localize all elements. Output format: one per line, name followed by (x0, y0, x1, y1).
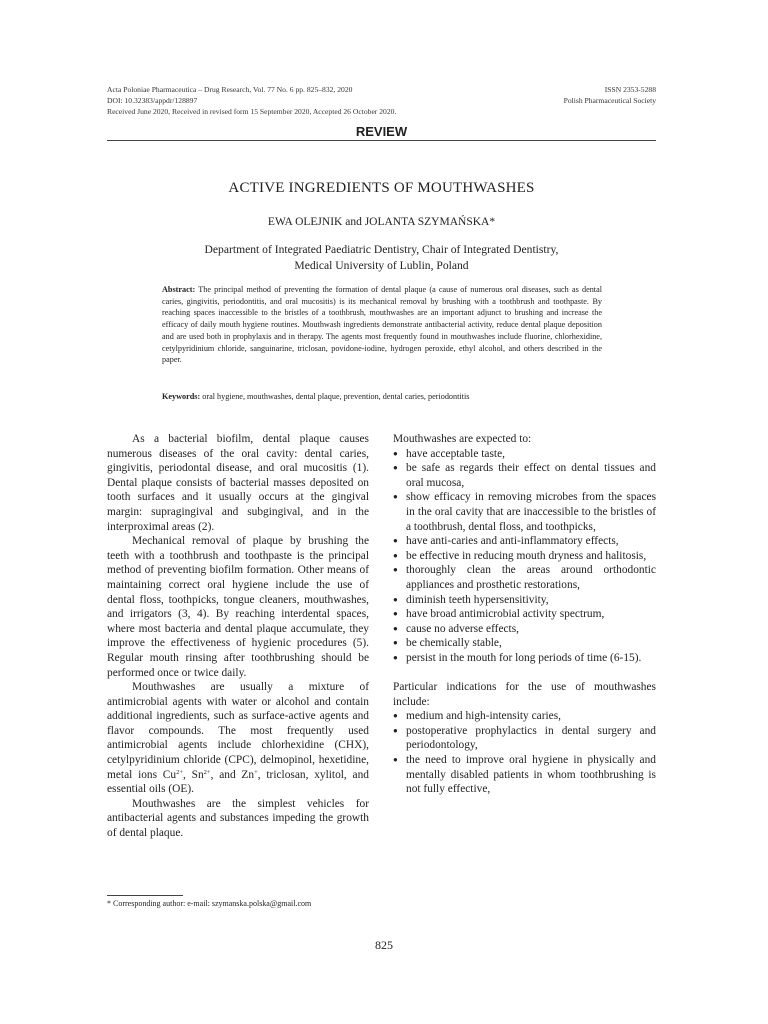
list-item: ● persist in the mouth for long periods of time (6-15). (393, 651, 656, 666)
list-item: ● diminish teeth hypersensitivity, (393, 593, 656, 608)
page-number: 825 (375, 938, 393, 952)
list-item: ● have broad antimicrobial activity spectrum, (393, 607, 656, 622)
authors: EWA OLEJNIK and JOLANTA SZYMAŃSKA* (267, 216, 496, 228)
journal-info (107, 84, 396, 117)
section-label: REVIEW (355, 124, 408, 139)
superscript: + (254, 768, 258, 776)
affiliation (107, 242, 656, 274)
affiliation-line-1: Department of Integrated Paediatric Dentistry, Chair of Integrated Dentistry, (204, 243, 559, 256)
abstract-label: Abstract: (162, 285, 196, 294)
list-intro: Particular indications for the use of mouthwashes include: (393, 681, 656, 708)
requirements-list (393, 447, 656, 666)
body-column-left (107, 432, 369, 841)
list-item: ● have anti-caries and anti-inflammatory effects, (393, 534, 656, 549)
list-item: ● be chemically stable, (393, 636, 656, 651)
list-item: ● have acceptable taste, (393, 447, 656, 462)
body-column-right (393, 432, 656, 797)
list-item: ● be effective in reducing mouth dryness and halitosis, (393, 549, 656, 564)
text-run: Mouthwashes are usually a mixture of antimicrobial agents with water or alcohol and contain additional ingredients, such as surface-active agents and flavor compounds. The most frequently used antimicrobial agents include chlorhexidine (CHX), cetylpyridinium chloride (CPC), delmopinol, hexetidine, metal ions Cu (107, 681, 369, 781)
article-title: ACTIVE INGREDIENTS OF MOUTHWASHES (228, 180, 535, 196)
footnote-divider (107, 895, 183, 896)
paragraph (107, 680, 369, 797)
indications-list (393, 709, 656, 797)
publisher-info (564, 84, 656, 106)
affiliation-line-2: Medical University of Lublin, Poland (294, 259, 469, 272)
list-item: ● cause no adverse effects, (393, 622, 656, 637)
keywords-label: Keywords: (162, 392, 201, 401)
spacer (393, 666, 656, 681)
superscript: 2+ (203, 768, 211, 776)
received-dates: Received June 2020, Received in revised form 15 September 2020, Accepted 26 October 2020. (107, 107, 397, 116)
doi[interactable]: DOI: 10.32383/appdr/128897 (107, 96, 198, 105)
paragraph: Mouthwashes are the simplest vehicles for antibacterial agents and substances impeding the growth of dental plaque. (107, 797, 369, 840)
text-run: , triclosan, xylitol, and essential oils (OE). (107, 768, 369, 796)
list-item: ● postoperative prophylactics in dental surgery and periodontology, (393, 724, 656, 753)
list-item: ● thoroughly clean the areas around orthodontic appliances and prosthetic restorations, (393, 563, 656, 592)
list-item: ● be safe as regards their effect on dental tissues and oral mucosa, (393, 461, 656, 490)
paragraph: Mechanical removal of plaque by brushing the teeth with a toothbrush and toothpaste is the principal method of preventing biofilm formation. Other means of maintaining correct oral hygiene include the use of dental floss, toothpicks, tongue cleaners, mouthwashes, and irrigators (3, 4). By reaching interdental spaces, where most bacteria and dental plaque accumulate, they improve the effectiveness of hygienic procedures (5). Regular mouth rinsing after toothbrushing should be performed once or twice daily. (107, 535, 369, 679)
issn: ISSN 2353-5288 (604, 85, 656, 94)
superscript: 2+ (176, 768, 184, 776)
list-intro: Mouthwashes are expected to: (393, 433, 532, 445)
footnote: * Corresponding author: e-mail: szymanska.polska@gmail.com (107, 899, 312, 908)
paragraph: As a bacterial biofilm, dental plaque causes numerous diseases of the oral cavity: dental caries, gingivitis, periodontal disease, and oral mucositis (1). Dental plaque consists of bacterial masses deposited on tooth surfaces and it usually occurs at the gingival margin: supragingival and subgingival, and in the interproximal areas (2). (107, 433, 369, 533)
list-item: ● show efficacy in removing microbes from the spaces in the oral cavity that are inaccessible to the bristles of a toothbrush, dental floss, and toothpicks, (393, 490, 656, 534)
header-divider (107, 140, 656, 141)
society: Polish Pharmaceutical Society (563, 96, 656, 105)
list-item: ● the need to improve oral hygiene in physically and mentally disabled patients in whom toothbrushing is not fully effective, (393, 753, 656, 797)
abstract (162, 284, 602, 366)
keywords (162, 391, 602, 403)
text-run: , and Zn (210, 768, 255, 781)
abstract-text: The principal method of preventing the formation of dental plaque (a cause of numerous oral diseases, such as dental caries, gingivitis, periodontitis, and oral mucositis) is its mechanical removal by brushing with a toothbrush and toothpaste. By reaching spaces inaccessible to the bristles of a toothbrush, mouthwashes are an important adjunct to brushing and increase the efficacy of daily mouth hygiene routines. Mouthwash ingredients demonstrate antibacterial activity, reduce dental plaque deposition and are used both in prophylaxis and in therapy. The agents most frequently found in mouthwashes include fluorine, chlorhexidine, cetylpyridinium chloride, sanguinarine, triclosan, povidone-iodine, hydrogen peroxide, ethyl alcohol, and others described in the paper. (162, 285, 602, 365)
text-run: , Sn (183, 768, 204, 781)
list-item: ● medium and high-intensity caries, (393, 709, 656, 724)
keywords-text: oral hygiene, mouthwashes, dental plaque, prevention, dental caries, periodontitis (202, 392, 470, 401)
journal-citation: Acta Poloniae Pharmaceutica – Drug Research, Vol. 77 No. 6 pp. 825–832, 2020 (107, 85, 353, 94)
